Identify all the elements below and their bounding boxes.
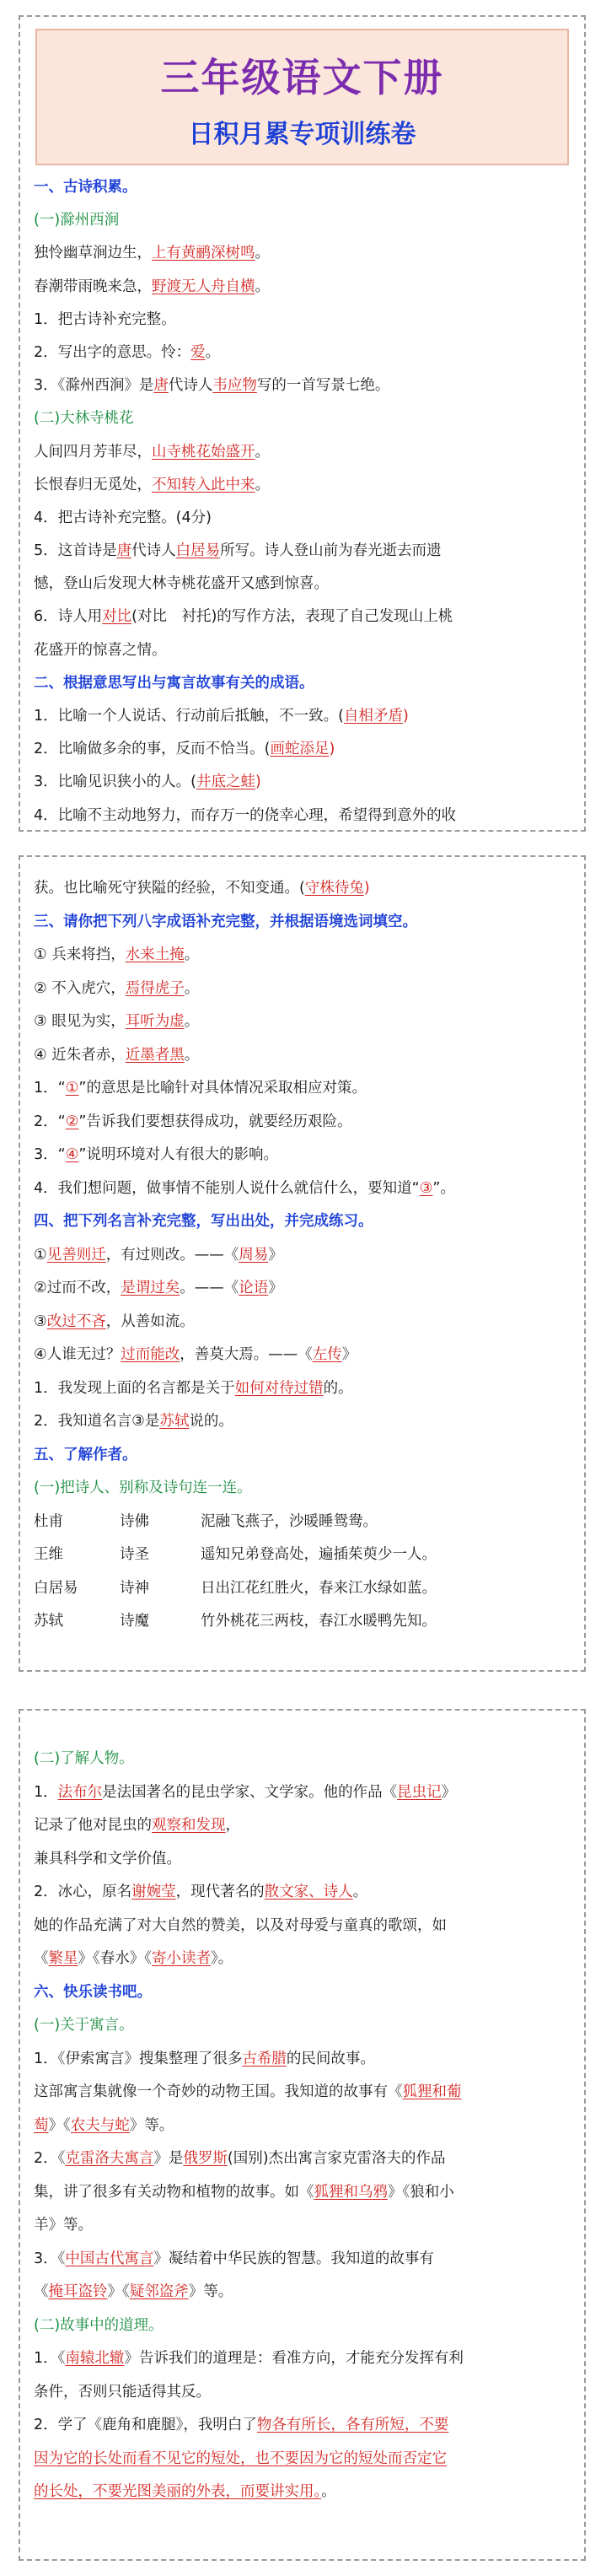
answer: 山寺桃花始盛开 — [152, 443, 255, 461]
section-heading: 六、快乐读书吧。 — [34, 1983, 152, 2001]
question-continuation: 记录了他对昆虫的观察和发现， — [34, 1817, 240, 1834]
section-ancient-poems — [34, 171, 576, 833]
poem-verse: 日出江花红胜火，春来江水绿如蓝。 — [201, 1579, 437, 1597]
poet-alias: 诗魔 — [120, 1613, 149, 1630]
question-continuation: 花盛开的惊喜之情。 — [34, 641, 167, 659]
answer: 散文家、诗人 — [264, 1883, 353, 1900]
subsection-heading: (二)故事中的道理。 — [34, 2316, 164, 2334]
poem-verse: 泥融飞燕子，沙暖睡鸳鸯。 — [201, 1512, 378, 1530]
answer: 画蛇添足 — [270, 741, 330, 758]
section-idioms — [34, 872, 576, 1639]
poem-verse: 竹外桃花三两枝，春江水暖鸭先知。 — [201, 1613, 437, 1630]
poem-verse: 遥知兄弟登高处，遍插茱萸少一人。 — [201, 1546, 437, 1563]
poet-name: 杜甫 — [34, 1512, 63, 1530]
matching-row — [34, 1572, 576, 1606]
answer: ① — [65, 1080, 79, 1097]
answer: 水来土掩 — [125, 946, 185, 963]
answer: 狐狸和乌鸦 — [314, 2183, 388, 2201]
answer: 俄罗斯 — [183, 2150, 228, 2167]
idiom-item: ④ 近朱者赤，近墨者黑。 — [34, 1046, 200, 1064]
poem-title: (一)滁州西涧 — [34, 212, 120, 229]
idiom-item: ② 不入虎穴，焉得虎子。 — [34, 979, 200, 997]
question-continuation: 萄》《农夫与蛇》等。 — [34, 2116, 174, 2134]
page-subtitle: 日积月累专项训练卷 — [188, 120, 416, 149]
matching-row — [34, 1506, 576, 1539]
worksheet-page-2 — [19, 855, 586, 1672]
answer: 左传 — [312, 1346, 342, 1363]
question: 2．比喻做多余的事，反而不恰当。(画蛇添足) — [34, 741, 335, 758]
question: 4．把古诗补充完整。(4分) — [34, 509, 212, 526]
answer: 昆虫记 — [397, 1783, 442, 1801]
quote-item: ④人谁无过？过而能改，善莫大焉。——《左传》 — [34, 1346, 357, 1363]
answer: 过而能改 — [121, 1346, 180, 1363]
section-heading: 三、请你把下列八字成语补充完整，并根据语境选词填空。 — [34, 913, 417, 930]
matching-row — [34, 1539, 576, 1572]
answer: 狐狸和葡 — [402, 2083, 462, 2100]
section-heading: 二、根据意思写出与寓言故事有关的成语。 — [34, 674, 314, 692]
answer: 物各有所长，各有所短，不要 — [256, 2417, 449, 2433]
poem-line: 长恨春归无觅处，不知转入此中来。 — [34, 476, 270, 493]
quote-item: ②过而不改，是谓过矣。——《论语》 — [34, 1280, 283, 1296]
question: 3．比喻见识狭小的人。(井底之蛙) — [34, 773, 261, 791]
question: 3．“④”说明环境对人有很大的影响。 — [34, 1146, 278, 1163]
answer: 克雷洛夫寓言 — [65, 2150, 154, 2167]
idiom-item: ① 兵来将挡，水来土掩。 — [34, 946, 200, 963]
answer: 谢婉莹 — [131, 1883, 176, 1900]
answer: 是谓过矣 — [121, 1280, 180, 1296]
answer: 韦应物 — [212, 377, 257, 395]
answer: 中国古代寓言 — [65, 2250, 154, 2267]
answer: 近墨者黑 — [125, 1046, 185, 1064]
answer: 改过不吝 — [46, 1312, 106, 1330]
poem-line: 独怜幽草涧边生，上有黄鹂深树鸣。 — [34, 245, 270, 262]
answer: 周易 — [239, 1246, 269, 1264]
question: 1．“①”的意思是比喻针对具体情况采取相应对策。 — [34, 1080, 367, 1097]
question: 1．把古诗补充完整。 — [34, 310, 176, 328]
answer: 寄小读者 — [152, 1950, 211, 1967]
section-authors-reading — [34, 1743, 576, 2509]
poet-name: 苏轼 — [34, 1613, 63, 1630]
question: 4．比喻不主动地努力，而存万一的侥幸心理，希望得到意外的收 — [34, 806, 457, 824]
question-continuation: 条件，否则只能适得其反。 — [34, 2383, 211, 2401]
question-continuation: 集，讲了很多有关动物和植物的故事。如《狐狸和乌鸦》《狼和小 — [34, 2183, 454, 2201]
question-continuation: 获。也比喻死守狭隘的经验，不知变通。(守株待兔) — [34, 880, 370, 897]
subsection-heading: (一)把诗人、别称及诗句连一连。 — [34, 1479, 252, 1496]
answer: 爱 — [190, 343, 206, 361]
quote-item: ①见善则迁，有过则改。——《周易》 — [34, 1246, 283, 1264]
question: 2．“②”告诉我们要想获得成功，就要经历艰险。 — [34, 1113, 352, 1130]
question: 1．我发现上面的名言都是关于如何对待过错的。 — [34, 1379, 353, 1397]
answer: ④ — [65, 1146, 79, 1163]
answer: 萄 — [34, 2116, 49, 2134]
question: 3．《中国古代寓言》凝结着中华民族的智慧。我知道的故事有 — [34, 2250, 434, 2267]
poet-alias: 诗佛 — [120, 1512, 149, 1530]
matching-row — [34, 1605, 576, 1639]
answer: 的长处，不要光图美丽的外表，而要讲实用。 — [34, 2483, 322, 2500]
answer: ② — [65, 1113, 79, 1130]
answer: 唐 — [153, 377, 169, 395]
question: 1．《伊索寓言》搜集整理了很多古希腊的民间故事。 — [34, 2050, 375, 2067]
answer: 见善则迁 — [46, 1246, 106, 1264]
answer: 唐 — [116, 542, 132, 560]
answer: 自相矛盾 — [343, 708, 403, 725]
question-continuation: 羊》等。 — [34, 2217, 93, 2234]
poem-line: 春潮带雨晚来急，野渡无人舟自横。 — [34, 278, 270, 295]
poet-name: 白居易 — [34, 1579, 78, 1597]
question: 4．我们想问题，做事情不能别人说什么就信什么，要知道“③”。 — [34, 1179, 455, 1197]
idiom-item: ③ 眼见为实，耳听为虚。 — [34, 1013, 200, 1030]
question-continuation: 《掩耳盗铃》《疑邻盗斧》等。 — [34, 2283, 233, 2300]
question-continuation — [34, 2443, 576, 2476]
question: 1．法布尔是法国著名的昆虫学家、文学家。他的作品《昆虫记》 — [34, 1783, 457, 1801]
question: 1．《南辕北辙》告诉我们的道理是：看准方向，才能充分发挥有利 — [34, 2350, 464, 2367]
answer: 南辕北辙 — [65, 2350, 125, 2367]
section-heading: 五、了解作者。 — [34, 1446, 137, 1463]
question: 6．诗人用对比(对比 衬托)的写作方法，表现了自己发现山上桃 — [34, 608, 453, 626]
question-continuation: 兼具科学和文学价值。 — [34, 1850, 181, 1867]
question-continuation: 的长处，不要光图美丽的外表，而要讲实用。。 — [34, 2483, 336, 2500]
question-continuation: 这部寓言集就像一个奇妙的动物王国。我知道的故事有《狐狸和葡 — [34, 2083, 462, 2100]
answer: 对比 — [102, 608, 132, 626]
answer: 观察和发现 — [152, 1817, 226, 1834]
answer: 疑邻盗斧 — [129, 2283, 189, 2300]
answer: 因为它的长处而看不见它的短处，也不要因为它的短处而否定它 — [34, 2449, 447, 2467]
poet-alias: 诗神 — [120, 1579, 149, 1597]
question: 2．冰心，原名谢婉莹，现代著名的散文家、诗人。 — [34, 1883, 368, 1900]
answer: 井底之蛙 — [196, 773, 255, 791]
subsection-heading: (一)关于寓言。 — [34, 2017, 134, 2034]
answer: 不知转入此中来 — [152, 476, 255, 493]
answer: 焉得虎子 — [125, 979, 185, 997]
answer: ③ — [419, 1179, 433, 1197]
quote-item: ③改过不吝，从善如流。 — [34, 1312, 195, 1330]
answer: 野渡无人舟自横 — [152, 278, 255, 295]
section-heading: 一、古诗积累。 — [34, 179, 137, 196]
answer: 守株待兔 — [304, 880, 364, 897]
poem-line: 人间四月芳菲尽，山寺桃花始盛开。 — [34, 443, 270, 461]
question-continuation: 憾，登山后发现大林寺桃花盛开又感到惊喜。 — [34, 575, 329, 593]
answer: 论语 — [239, 1280, 269, 1296]
answer: 如何对待过错 — [234, 1379, 324, 1397]
answer: 繁星 — [48, 1950, 78, 1967]
question: 3．《滁州西涧》是唐代诗人韦应物写的一首写景七绝。 — [34, 377, 390, 395]
answer: 古希腊 — [242, 2050, 287, 2067]
answer: 耳听为虚 — [125, 1013, 185, 1030]
answer: 上有黄鹂深树鸣 — [152, 245, 255, 262]
page-title: 三年级语文下册 — [160, 55, 444, 100]
question: 2．写出字的意思。怜：爱。 — [34, 343, 221, 361]
title-banner — [35, 29, 569, 165]
answer: 农夫与蛇 — [70, 2116, 130, 2134]
answer: 掩耳盗铃 — [48, 2283, 108, 2300]
question: 2．《克雷洛夫寓言》是俄罗斯(国别)杰出寓言家克雷洛夫的作品 — [34, 2150, 446, 2167]
question: 5．这首诗是唐代诗人白居易所写。诗人登山前为春光逝去而遗 — [34, 542, 442, 560]
question: 1．比喻一个人说话、行动前后抵触，不一致。(自相矛盾) — [34, 708, 409, 725]
answer: 苏轼 — [159, 1413, 190, 1430]
poem-title: (二)大林寺桃花 — [34, 410, 134, 428]
question: 2．我知道名言③是苏轼说的。 — [34, 1413, 233, 1430]
poet-name: 王维 — [34, 1546, 63, 1563]
answer: 法布尔 — [57, 1783, 103, 1801]
worksheet-page-3 — [19, 1709, 586, 2561]
worksheet-page-1 — [19, 15, 586, 832]
question-continuation: 她的作品充满了对大自然的赞美，以及对母爱与童真的歌颂，如 — [34, 1916, 447, 1934]
question: 2．学了《鹿角和鹿腿》，我明白了物各有所长，各有所短，不要 — [34, 2417, 449, 2433]
question-continuation: 《繁星》《春水》《寄小读者》。 — [34, 1950, 233, 1967]
poet-alias: 诗圣 — [120, 1546, 149, 1563]
section-heading: 四、把下列名言补充完整，写出出处，并完成练习。 — [34, 1213, 373, 1230]
subsection-heading: (二)了解人物。 — [34, 1750, 134, 1767]
answer: 白居易 — [175, 542, 221, 560]
